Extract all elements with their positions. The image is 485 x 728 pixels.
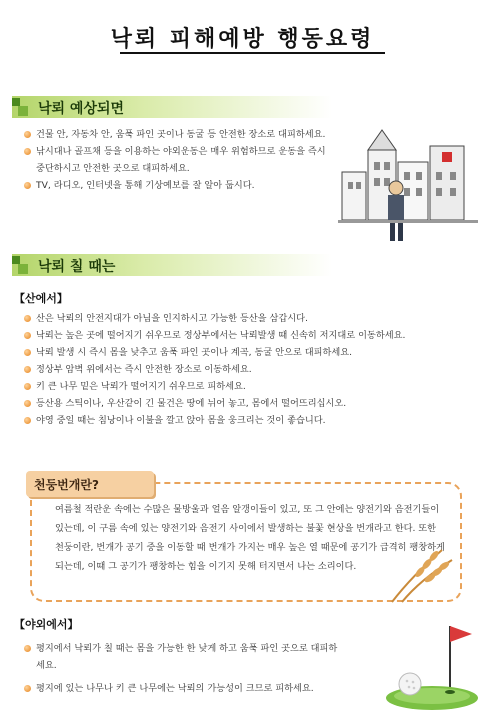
golf-flag-illustration bbox=[380, 620, 480, 712]
section-heading-2 bbox=[12, 254, 332, 276]
thunder-info-tab bbox=[26, 471, 154, 497]
section-heading-1 bbox=[12, 96, 332, 118]
thunder-info-title: 천둥번개란? bbox=[34, 478, 99, 492]
square-icon bbox=[18, 264, 28, 274]
wheat-illustration bbox=[382, 546, 460, 604]
bullet-list-forecast bbox=[24, 126, 326, 194]
square-icon bbox=[12, 98, 20, 106]
bullet-list-outdoor bbox=[24, 640, 344, 697]
list-item: 산은 낙뢰의 안전지대가 아님을 인지하시고 가능한 등산을 삼갑시다. bbox=[24, 310, 480, 327]
city-buildings-illustration bbox=[338, 122, 478, 248]
square-icon bbox=[12, 256, 20, 264]
list-item: 낙뢰 발생 시 즉시 몸을 낮추고 움푹 파인 곳이나 계곡, 동굴 안으로 대피하세요. bbox=[24, 344, 480, 361]
subheading-mountain: 【산에서】 bbox=[14, 292, 68, 305]
page-title: 낙뢰 피해예방 행동요령 bbox=[110, 27, 375, 52]
list-item: 야영 중일 때는 침낭이나 이불을 깔고 앉아 몸을 웅크리는 것이 좋습니다. bbox=[24, 412, 480, 429]
list-item: 낙뢰는 높은 곳에 떨어지기 쉬우므로 정상부에서는 낙뢰발생 때 신속히 저지대로 이동하세요. bbox=[24, 327, 480, 344]
list-item: 낚시대나 골프채 등을 이용하는 야외운동은 매우 위험하므로 운동을 즉시 중단하시고 안전한 곳으로 대피하세요. bbox=[24, 143, 326, 177]
list-item: 건물 안, 자동차 안, 움푹 파인 곳이나 동굴 등 안전한 장소로 대피하세요. bbox=[24, 126, 326, 143]
title-underline bbox=[120, 52, 385, 54]
list-item: 정상부 암벽 위에서는 즉시 안전한 장소로 이동하세요. bbox=[24, 361, 480, 378]
section-heading-label: 낙뢰 칠 때는 bbox=[38, 259, 116, 275]
list-item: 키 큰 나무 밑은 낙뢰가 떨어지기 쉬우므로 피하세요. bbox=[24, 378, 480, 395]
list-item: 등산용 스틱이나, 우산같이 긴 물건은 땅에 뉘어 놓고, 몸에서 떨어뜨리십시오. bbox=[24, 395, 480, 412]
thunder-info-text: 여름철 적란운 속에는 수많은 물방울과 얼음 알갱이들이 있고, 또 그 안에는 양전기와 음전기들이 있는데, 이 구름 속에 있는 양전기와 음전기 사이에서 발생하는 불꽃 현상을 번개라고 한다. 또한 천둥이란, 번개가 공기 중을 이동할 때 번개가 가지는 매우 높은 열 때문에 공기가 급격히 팽창하게 되는데, 이때 그 공기가 팽창하는 힘을 이기지 못해 터지면서 나는 소리이다. bbox=[55, 504, 445, 572]
list-item: TV, 라디오, 인터넷을 통해 기상예보를 잘 알아 둡시다. bbox=[24, 177, 326, 194]
section-heading-label: 낙뢰 예상되면 bbox=[38, 101, 125, 117]
bullet-list-mountain bbox=[24, 310, 480, 429]
square-icon bbox=[18, 106, 28, 116]
list-item: 평지에서 낙뢰가 칠 때는 몸을 가능한 한 낮게 하고 움푹 파인 곳으로 대피하세요. bbox=[24, 640, 344, 674]
list-item: 평지에 있는 나무나 키 큰 나무에는 낙뢰의 가능성이 크므로 피하세요. bbox=[24, 680, 344, 697]
subheading-outdoor: 【야외에서】 bbox=[14, 618, 79, 631]
